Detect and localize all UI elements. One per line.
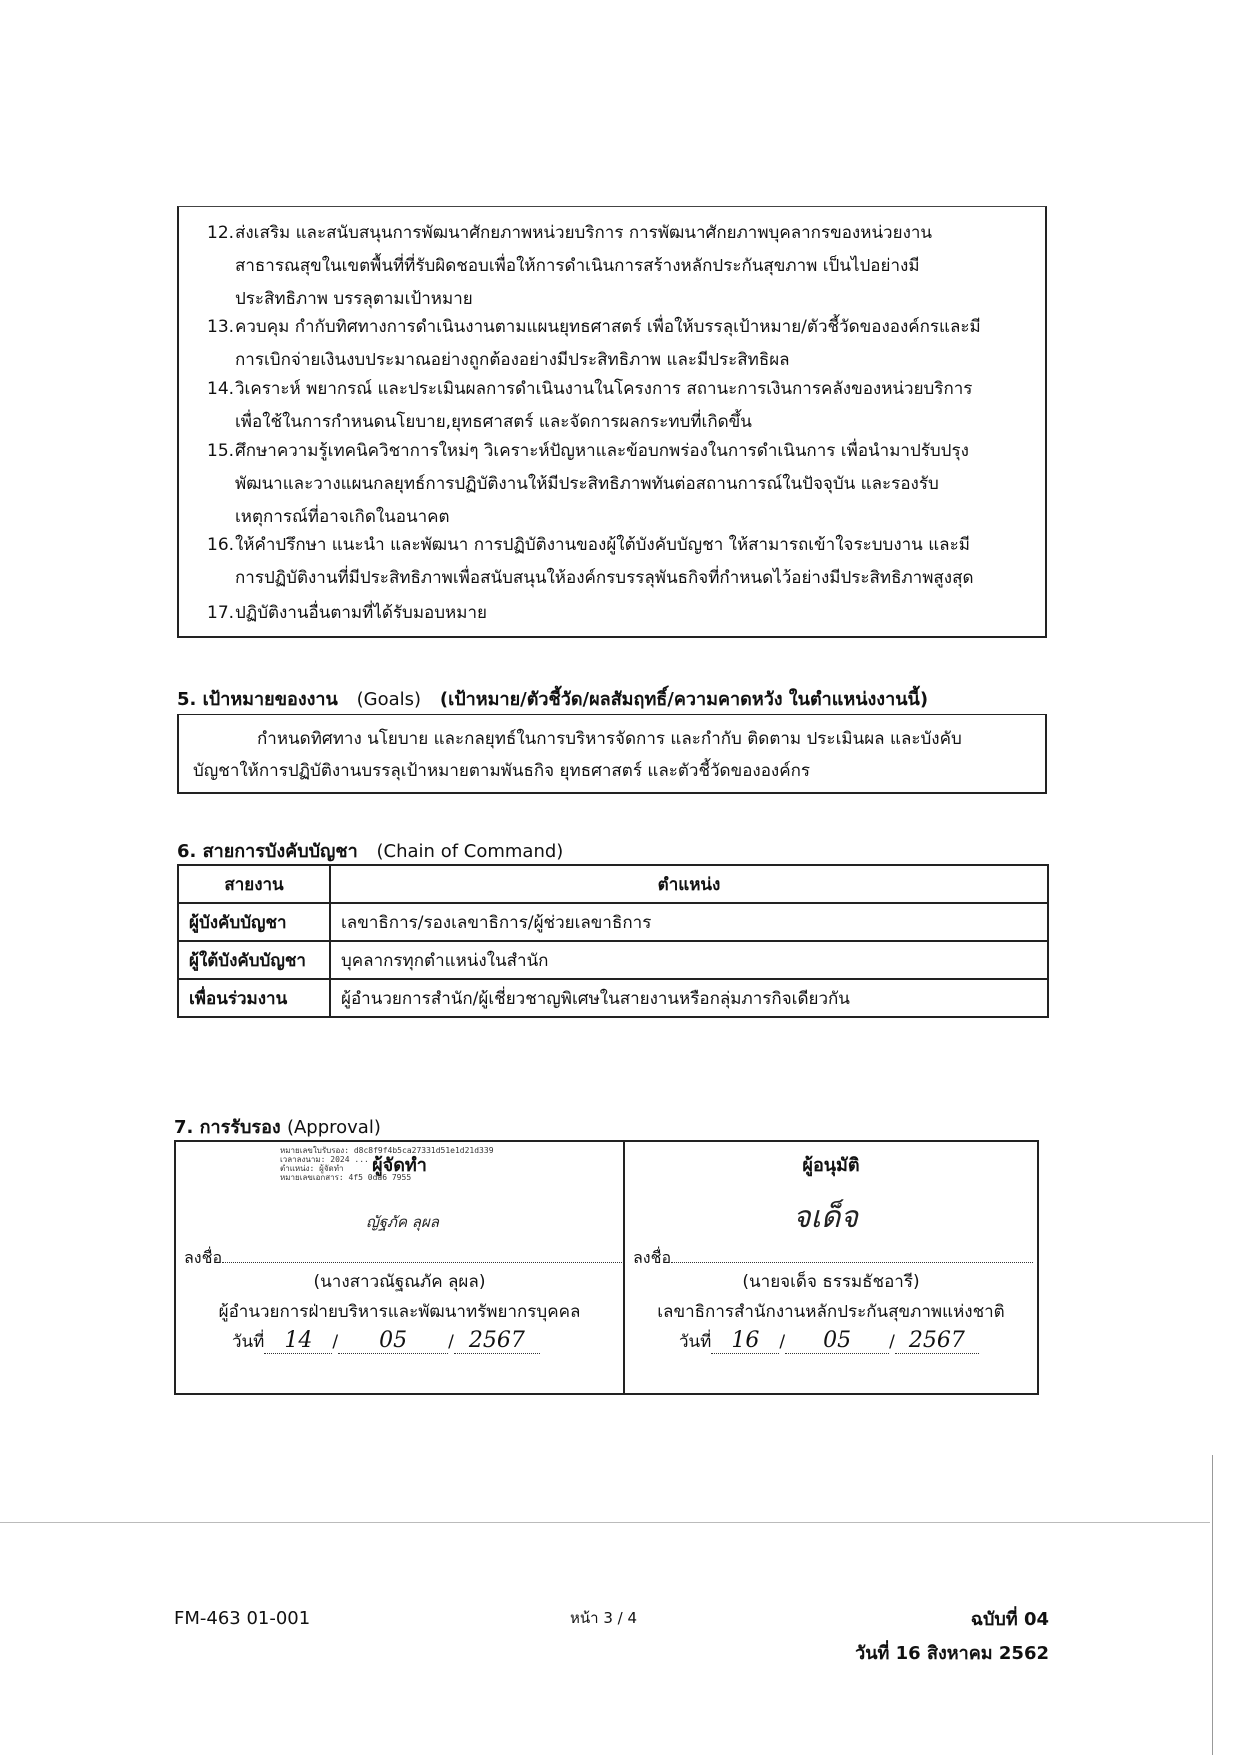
stamp-line: ตำแหน่ง: ผู้จัดทำ bbox=[280, 1164, 344, 1173]
duty-number: 16. bbox=[207, 535, 235, 555]
chain-title bbox=[177, 836, 563, 865]
duty-list-item bbox=[207, 435, 1037, 534]
approver-signature: จเด็จ bbox=[793, 1200, 858, 1235]
position-cell: ผู้อำนวยการสำนัก/ผู้เชี่ยวชาญพิเศษในสายงานหรือกลุ่มภารกิจเดียวกัน bbox=[330, 979, 1048, 1017]
duty-number: 17. bbox=[207, 603, 235, 623]
duty-text-line bbox=[207, 597, 1037, 630]
duty-list-item bbox=[207, 217, 1037, 316]
duty-list-item bbox=[207, 373, 1037, 439]
duty-text-line: ประสิทธิภาพ บรรลุตามเป้าหมาย bbox=[235, 289, 473, 309]
duty-text: ส่งเสริม และสนับสนุนการพัฒนาศักยภาพหน่วยบริการ การพัฒนาศักยภาพบุคลากรของหน่วยงาน bbox=[235, 223, 933, 243]
column-header-position: ตำแหน่ง bbox=[330, 865, 1048, 903]
duty-text: ศึกษาความรู้เทคนิควิชาการใหม่ๆ วิเคราะห์ปัญหาและข้อบกพร่องในการดำเนินการ เพื่อนำมาปรับปรุง bbox=[235, 441, 969, 461]
duty-number: 14. bbox=[207, 379, 235, 399]
edition-date: วันที่ 16 สิงหาคม 2562 bbox=[855, 1643, 1049, 1664]
approver-heading: ผู้อนุมัติ bbox=[802, 1155, 860, 1176]
duty-list-item bbox=[207, 597, 1037, 630]
role-cell: ผู้บังคับบัญชา bbox=[178, 903, 330, 941]
approver-date: วันที่ 16 / 05 / 2567 bbox=[625, 1328, 1037, 1355]
goals-title-th: 5. เป้าหมายของงาน bbox=[177, 689, 338, 710]
table-row bbox=[178, 903, 1048, 941]
duty-number: 13. bbox=[207, 317, 235, 337]
sign-label: ลงชื่อ bbox=[184, 1248, 223, 1267]
edition-number: ฉบับที่ 04 bbox=[970, 1609, 1049, 1630]
duty-text: ควบคุม กำกับทิศทางการดำเนินงานตามแผนยุทธศาสตร์ เพื่อให้บรรลุเป้าหมาย/ตัวชี้วัดขององค์กรและมี bbox=[235, 317, 981, 337]
duty-text-line bbox=[207, 529, 1037, 562]
duty-text-line bbox=[207, 217, 1037, 250]
table-row bbox=[178, 979, 1048, 1017]
goals-title-en: (Goals) bbox=[356, 689, 422, 710]
duty-list-item bbox=[207, 311, 1037, 377]
approver-position: เลขาธิการสำนักงานหลักประกันสุขภาพแห่งชาติ bbox=[657, 1302, 1005, 1322]
preparer-position: ผู้อำนวยการฝ่ายบริหารและพัฒนาทรัพยากรบุคคล bbox=[218, 1302, 581, 1322]
duty-text-line: เหตุการณ์ที่อาจเกิดในอนาคต bbox=[235, 507, 450, 527]
page-number: หน้า 3 / 4 bbox=[570, 1609, 638, 1627]
chain-title-en: (Chain of Command) bbox=[376, 841, 564, 862]
goals-title-desc: (เป้าหมาย/ตัวชี้วัด/ผลสัมฤทธิ์/ความคาดหวัง ในตำแหน่งงานนี้) bbox=[439, 689, 929, 710]
chain-of-command-table bbox=[177, 864, 1049, 1018]
duty-list-item bbox=[207, 529, 1037, 595]
duty-text-line: การปฏิบัติงานที่มีประสิทธิภาพเพื่อสนับสนุนให้องค์กรบรรลุพันธกิจที่กำหนดไว้อย่างมีประสิทธิภาพสูงสุด bbox=[235, 568, 974, 588]
preparer-name: (นางสาวณัฐณภัค ลุผล) bbox=[313, 1272, 486, 1292]
duty-text: ให้คำปรึกษา แนะนำ และพัฒนา การปฏิบัติงานของผู้ใต้บังคับบัญชา ให้สามารถเข้าใจระบบงาน และมี bbox=[235, 535, 970, 555]
preparer-date: วันที่ 14 / 05 / 2567 bbox=[176, 1328, 623, 1355]
duty-text-line: พัฒนาและวางแผนกลยุทธ์การปฏิบัติงานให้มีประสิทธิภาพทันต่อสถานการณ์ในปัจจุบัน และรองรับ bbox=[235, 474, 939, 494]
approver-column bbox=[625, 1142, 1037, 1393]
duty-text-line bbox=[207, 311, 1037, 344]
position-cell: เลขาธิการ/รองเลขาธิการ/ผู้ช่วยเลขาธิการ bbox=[330, 903, 1048, 941]
duty-text-line bbox=[207, 435, 1037, 468]
approver-name: (นายจเด็จ ธรรมธัชอารี) bbox=[742, 1272, 920, 1292]
preparer-column bbox=[176, 1142, 625, 1393]
date-day: 14 bbox=[264, 1328, 332, 1354]
goals-line-2: บัญชาให้การปฏิบัติงานบรรลุเป้าหมายตามพันธกิจ ยุทธศาสตร์ และตัวชี้วัดขององค์กร bbox=[193, 761, 811, 781]
sign-label: ลงชื่อ bbox=[633, 1248, 672, 1267]
duty-text-line: สาธารณสุขในเขตพื้นที่ที่รับผิดชอบเพื่อให้การดำเนินการสร้างหลักประกันสุขภาพ เป็นไปอย่างมี bbox=[235, 256, 920, 276]
table-row bbox=[178, 941, 1048, 979]
goals-line-1: กำหนดทิศทาง นโยบาย และกลยุทธ์ในการบริหารจัดการ และกำกับ ติดตาม ประเมินผล และบังคับ bbox=[257, 729, 962, 749]
duty-text-line: เพื่อใช้ในการกำหนดนโยบาย,ยุทธศาสตร์ และจัดการผลกระทบที่เกิดขึ้น bbox=[235, 412, 752, 432]
date-label: วันที่ bbox=[679, 1332, 712, 1352]
stamp-line: หมายเลขใบรับรอง: d8c8f9f4b5ca27331d51e1d21d339 bbox=[280, 1146, 494, 1155]
date-year: 2567 bbox=[454, 1328, 540, 1354]
duty-text-line: การเบิกจ่ายเงินงบประมาณอย่างถูกต้องอย่างมีประสิทธิภาพ และมีประสิทธิผล bbox=[235, 350, 790, 370]
role-cell: ผู้ใต้บังคับบัญชา bbox=[178, 941, 330, 979]
duty-number: 12. bbox=[207, 223, 235, 243]
goals-title bbox=[177, 684, 928, 713]
duty-text-line bbox=[207, 373, 1037, 406]
duty-text: วิเคราะห์ พยากรณ์ และประเมินผลการดำเนินงานในโครงการ สถานะการเงินการคลังของหน่วยบริการ bbox=[235, 379, 973, 399]
date-year: 2567 bbox=[895, 1328, 979, 1354]
duty-number: 15. bbox=[207, 441, 235, 461]
column-header-line: สายงาน bbox=[178, 865, 330, 903]
side-edge-line bbox=[1212, 1455, 1213, 1755]
stamp-line: เวลาลงนาม: 2024 ... bbox=[280, 1155, 369, 1164]
chain-title-th: 6. สายการบังคับบัญชา bbox=[177, 841, 358, 862]
date-label: วันที่ bbox=[232, 1332, 265, 1352]
date-month: 05 bbox=[785, 1328, 889, 1354]
position-cell: บุคลากรทุกตำแหน่งในสำนัก bbox=[330, 941, 1048, 979]
approval-title-en: (Approval) bbox=[286, 1117, 381, 1138]
form-code: FM-463 01-001 bbox=[174, 1608, 311, 1629]
approval-title bbox=[174, 1112, 381, 1141]
duties-box bbox=[177, 206, 1047, 638]
date-day: 16 bbox=[711, 1328, 779, 1354]
date-month: 05 bbox=[338, 1328, 448, 1354]
goals-box bbox=[177, 714, 1047, 794]
preparer-heading: ผู้จัดทำ bbox=[372, 1155, 427, 1176]
duty-text: ปฏิบัติงานอื่นตามที่ได้รับมอบหมาย bbox=[235, 603, 487, 623]
footer-divider bbox=[0, 1522, 1210, 1523]
approval-box bbox=[174, 1140, 1039, 1395]
approval-title-th: 7. การรับรอง bbox=[174, 1117, 281, 1138]
preparer-signature: ญัฐภัค ลุผล bbox=[366, 1213, 439, 1231]
table-header-row bbox=[178, 865, 1048, 903]
stamp-line: หมายเลขเอกสาร: 4f5 0da6 7955 bbox=[280, 1173, 412, 1182]
role-cell: เพื่อนร่วมงาน bbox=[178, 979, 330, 1017]
